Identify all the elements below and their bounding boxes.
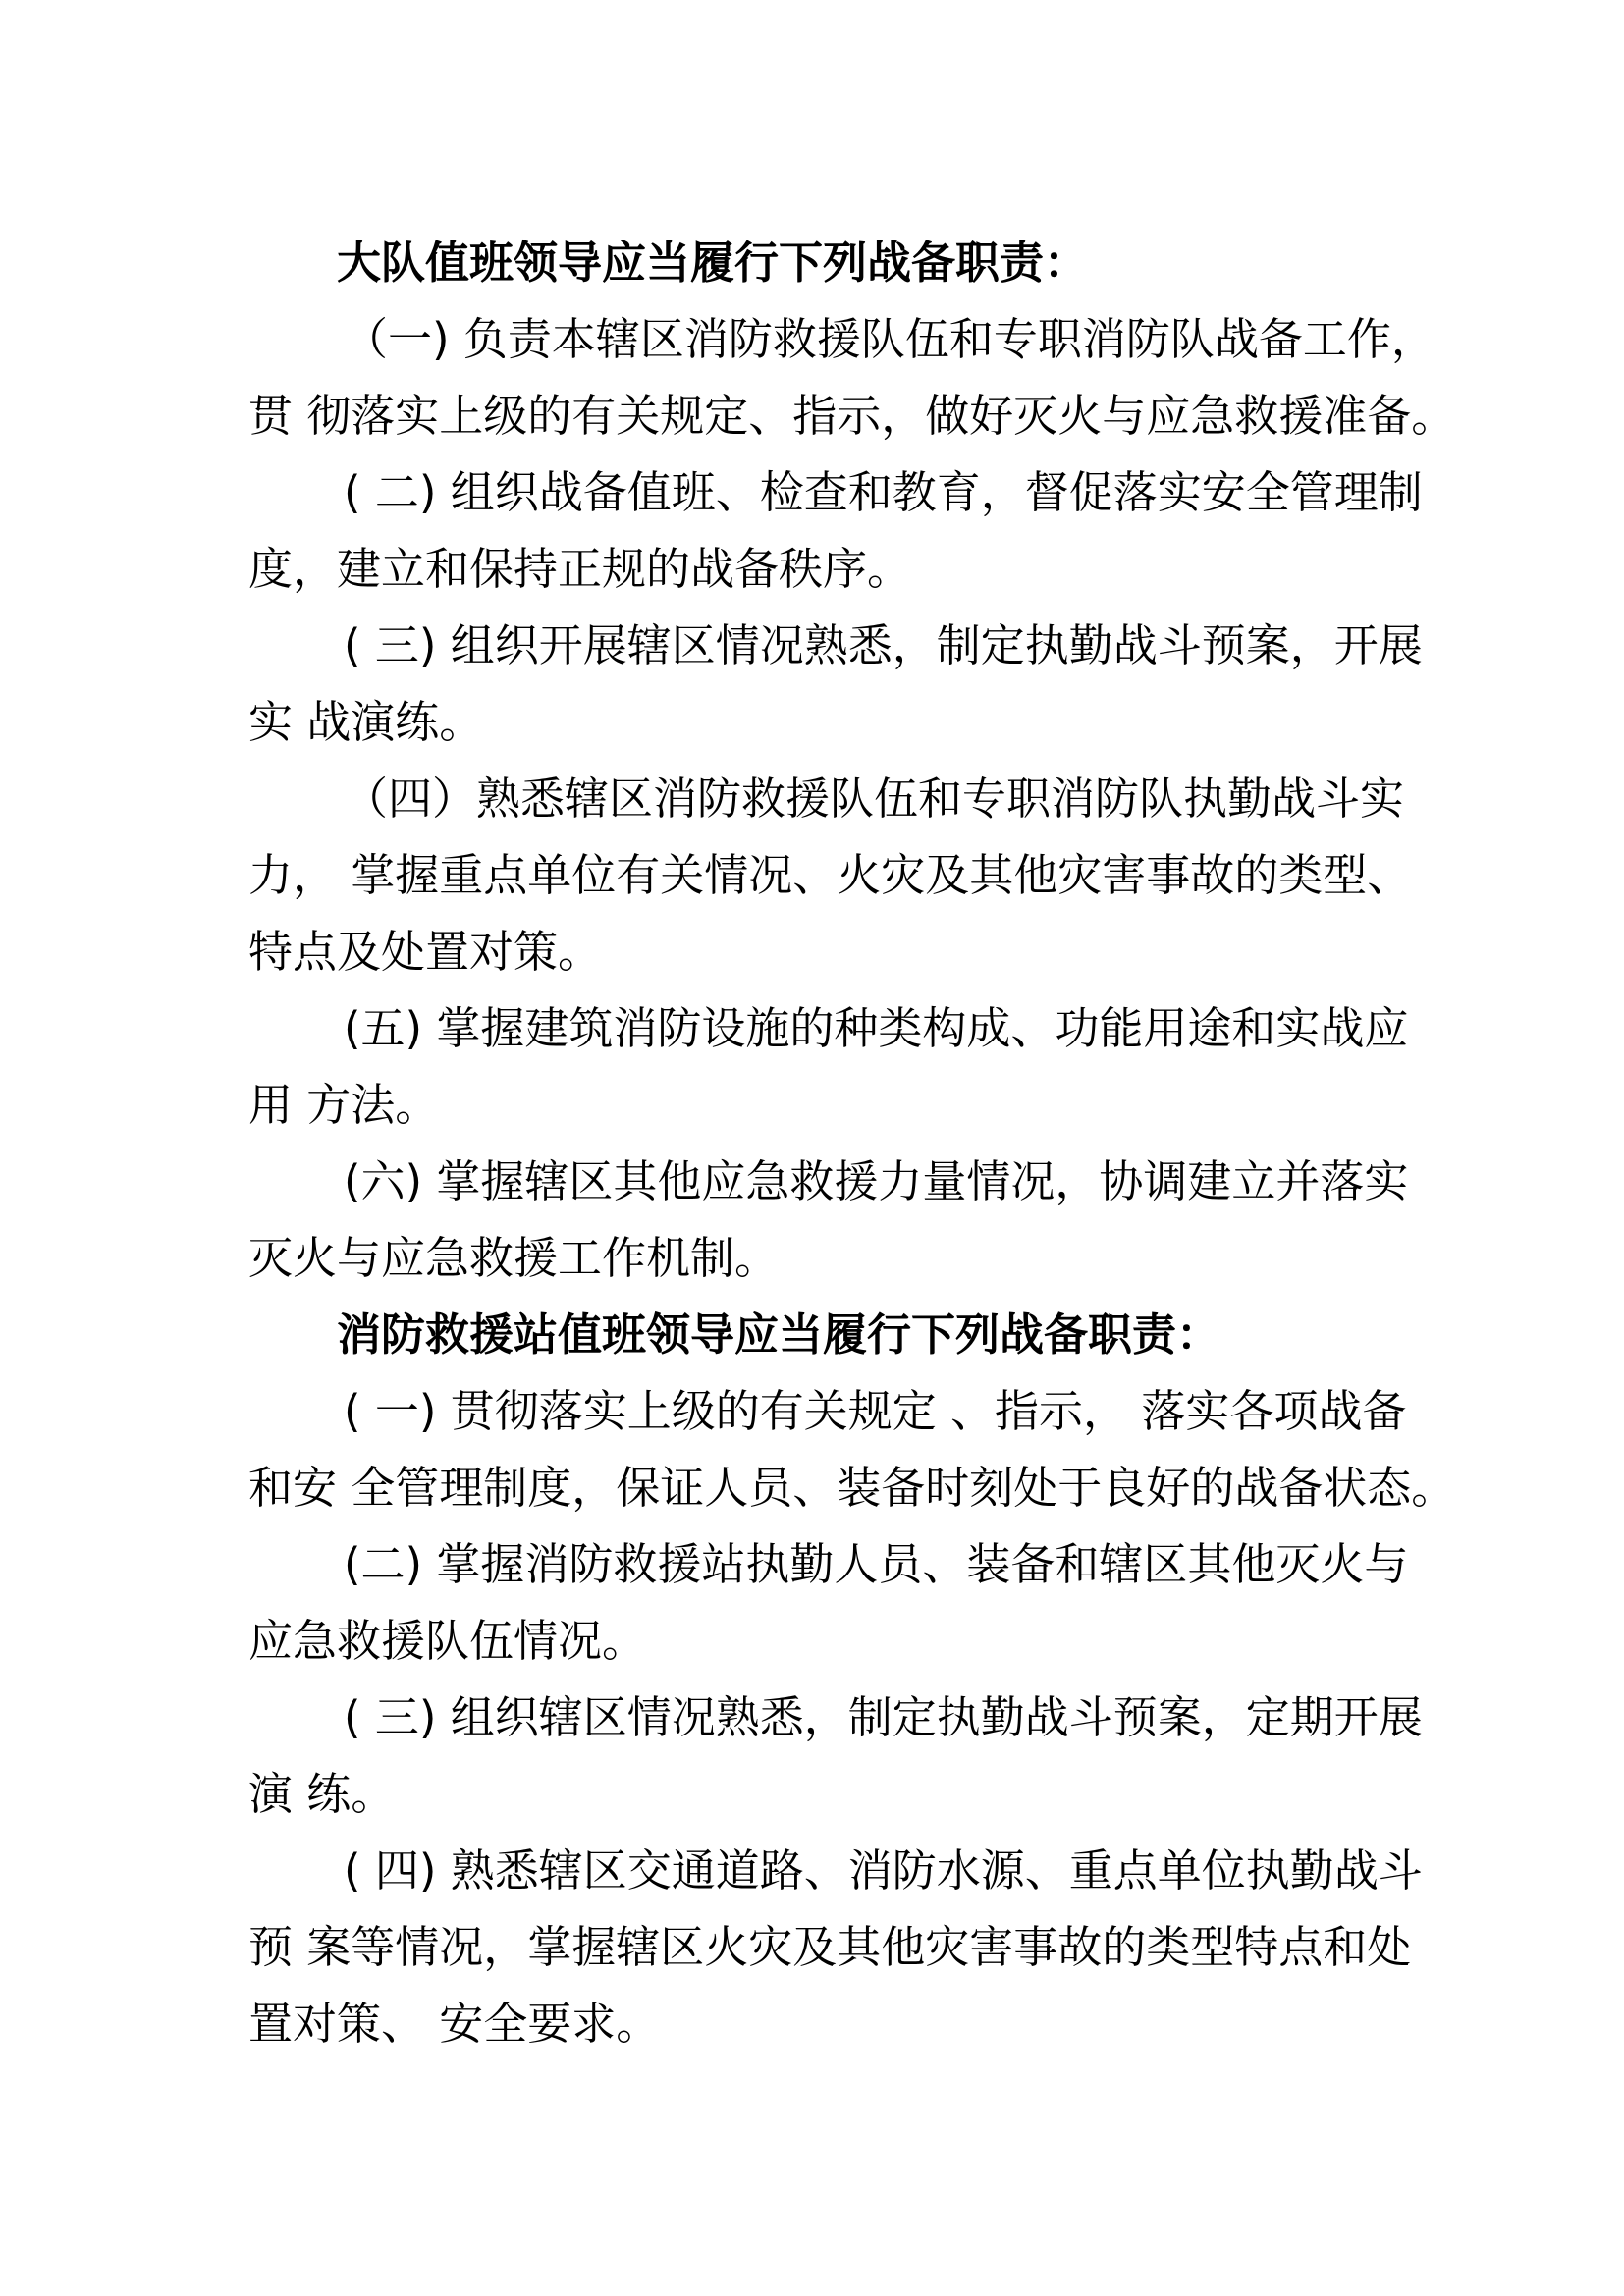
- paragraph-line: (二) 掌握消防救援站执勤人员、装备和辖区其他灭火与: [344, 1538, 1409, 1590]
- paragraph-line: 实 战演练。: [248, 696, 484, 748]
- paragraph-line: 预 案等情况，掌握辖区火灾及其他灾害事故的类型特点和处: [248, 1921, 1412, 1973]
- paragraph-line: 用 方法。: [248, 1079, 440, 1131]
- paragraph-line: ( 三) 组织开展辖区情况熟悉，制定执勤战斗预案，开展: [344, 619, 1423, 671]
- section-heading: 消防救援站值班领导应当履行下列战备职责：: [337, 1308, 1221, 1361]
- paragraph-line: (六) 掌握辖区其他应急救援力量情况，协调建立并落实: [344, 1155, 1409, 1207]
- paragraph-line: ( 三) 组织辖区情况熟悉，制定执勤战斗预案，定期开展: [344, 1691, 1423, 1743]
- paragraph-line: 和安 全管理制度，保证人员、装备时刻处于良好的战备状态。: [248, 1462, 1456, 1514]
- paragraph-line: (五) 掌握建筑消防设施的种类构成、功能用途和实战应: [344, 1002, 1409, 1054]
- paragraph-line: ( 二) 组织战备值班、检查和教育，督促落实安全管理制: [344, 466, 1423, 518]
- paragraph-line: 演 练。: [248, 1768, 396, 1820]
- paragraph-line: ( 四) 熟悉辖区交通道路、消防水源、重点单位执勤战斗: [344, 1844, 1423, 1896]
- paragraph-line: 贯 彻落实上级的有关规定、指示，做好灭火与应急救援准备。: [248, 390, 1456, 442]
- paragraph-line: 置对策、 安全要求。: [248, 1998, 661, 2050]
- paragraph-line: ( 一) 贯彻落实上级的有关规定 、指示， 落实各项战备: [344, 1385, 1407, 1437]
- paragraph-line: 度，建立和保持正规的战备秩序。: [248, 543, 912, 595]
- paragraph-line: （一) 负责本辖区消防救援队伍和专职消防队战备工作，: [344, 313, 1435, 365]
- paragraph-line: 灭火与应急救援工作机制。: [248, 1232, 780, 1284]
- section-heading: 大队值班领导应当履行下列战备职责：: [337, 237, 1089, 289]
- paragraph-line: 特点及处置对策。: [248, 926, 603, 978]
- paragraph-line: 应急救援队伍情况。: [248, 1615, 647, 1667]
- paragraph-line: （四）熟悉辖区消防救援队伍和专职消防队执勤战斗实: [344, 773, 1405, 825]
- paragraph-line: 力， 掌握重点单位有关情况、火灾及其他灾害事故的类型、: [248, 849, 1412, 901]
